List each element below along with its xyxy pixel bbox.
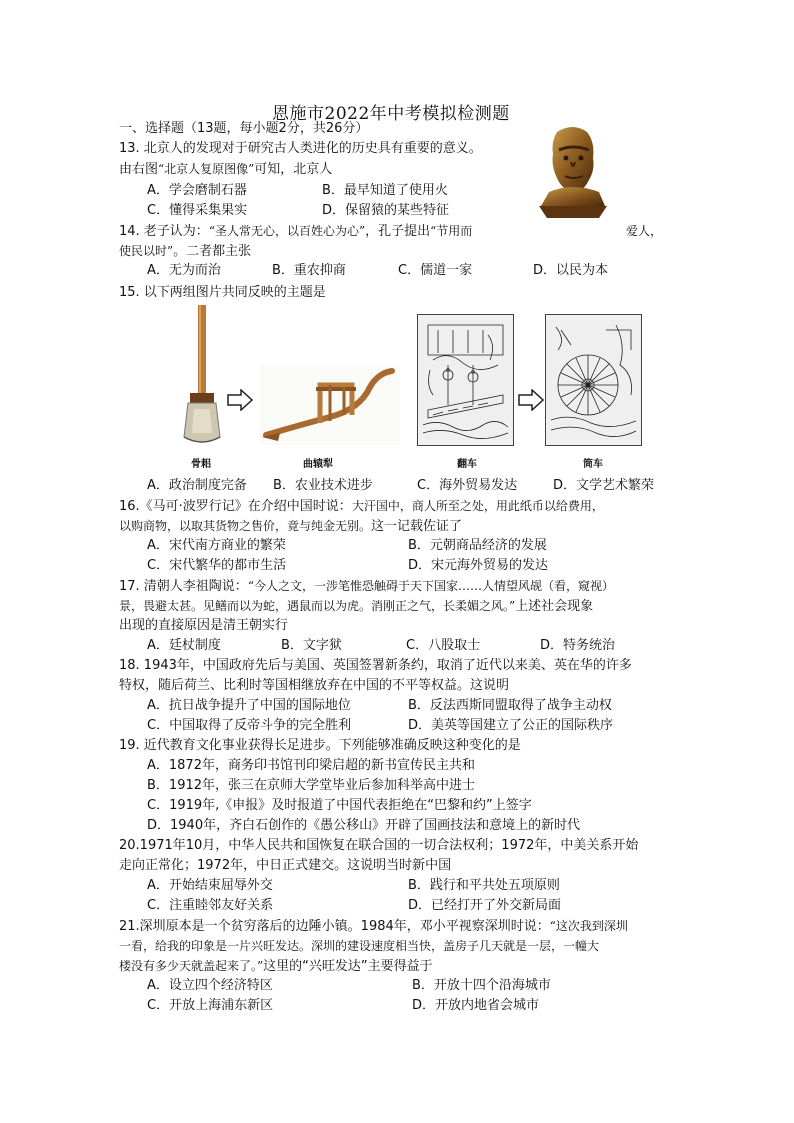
question-18-stem: 18. 1943年，中国政府先后与美国、英国签署新条约，取消了近代以来美、英在华的许多 bbox=[119, 658, 632, 673]
q13-option-d[interactable]: D．保留猿的某些特征 bbox=[322, 203, 450, 218]
section-heading: 一、选择题（13题，每小题2分，共26分） bbox=[119, 121, 369, 136]
question-21-stem: 21.深圳原本是一个贫穷落后的边陲小镇。1984年，邓小平视察深圳时说：“这次我到深圳 bbox=[119, 919, 628, 934]
q15-option-b[interactable]: B．农业技术进步 bbox=[273, 478, 373, 493]
q14-option-d[interactable]: D．以民为本 bbox=[533, 263, 609, 278]
bone-spade-icon bbox=[172, 305, 232, 447]
right-arrow-icon bbox=[518, 389, 544, 415]
question-21-stem-line2: 一看，给我的印象是一片兴旺发达。深圳的建设速度相当快，盖房子几天就是一层，一幢大 bbox=[119, 939, 600, 953]
q14-option-c[interactable]: C．儒道一家 bbox=[398, 263, 473, 278]
peking-man-bust-icon bbox=[535, 122, 611, 218]
q21-option-a[interactable]: A．设立四个经济特区 bbox=[147, 978, 273, 993]
q18-option-a[interactable]: A．抗日战争提升了中国的国际地位 bbox=[147, 698, 351, 713]
question-16-stem-line2: 以购商物，以取其货物之售价，竟与纯金无别。这一记载佐证了 bbox=[119, 519, 463, 534]
q13-option-c[interactable]: C．懂得采集果实 bbox=[147, 203, 248, 218]
question-20-stem-line2: 走向正常化；1972年，中日正式建交。这说明当时新中国 bbox=[119, 858, 452, 873]
question-17-stem: 17. 清朝人李祖陶说：“今人之文，一涉笔惟恐触碍于天下国家……人情望风觇（看，窥视） bbox=[119, 579, 614, 594]
q16-option-a[interactable]: A．宋代南方商业的繁荣 bbox=[147, 538, 286, 553]
q13-option-a[interactable]: A．学会磨制石器 bbox=[147, 183, 247, 198]
q20-option-d[interactable]: D．已经打开了外交新局面 bbox=[408, 898, 562, 913]
q17-option-c[interactable]: C．八股取士 bbox=[406, 638, 481, 653]
q18-option-c[interactable]: C．中国取得了反帝斗争的完全胜利 bbox=[147, 718, 352, 733]
q18-option-d[interactable]: D．美英等国建立了公正的国际秩序 bbox=[408, 718, 614, 733]
q17-option-d[interactable]: D．特务统治 bbox=[540, 638, 616, 653]
page-title: 恩施市2022年中考模拟检测题 bbox=[272, 104, 510, 124]
q21-option-b[interactable]: B．开放十四个沿海城市 bbox=[412, 978, 551, 993]
question-14-stem-line2: 使民以时”。二者都主张 bbox=[119, 244, 252, 259]
q20-option-c[interactable]: C．注重睦邻友好关系 bbox=[147, 898, 274, 913]
question-14-stem: 14. 老子认为：“圣人常无心，以百姓心为心”，孔子提出“节用而 bbox=[119, 224, 473, 239]
q19-option-a[interactable]: A．1872年，商务印书馆刊印梁启超的新书宣传民主共和 bbox=[147, 758, 475, 773]
q19-option-d[interactable]: D．1940年，齐白石创作的《愚公移山》开辟了国画技法和意境上的新时代 bbox=[147, 818, 581, 833]
question-17-stem-line3: 出现的直接原因是清王朝实行 bbox=[119, 618, 289, 633]
question-21-stem-line3: 楼没有多少天就盖起来了。”这里的“兴旺发达”主要得益于 bbox=[119, 959, 433, 974]
q16-option-d[interactable]: D．宋元海外贸易的发达 bbox=[408, 558, 549, 573]
q21-option-d[interactable]: D．开放内地省会城市 bbox=[412, 998, 540, 1013]
caption-bone-spade: 骨耜 bbox=[191, 459, 211, 470]
q20-option-a[interactable]: A．开始结束屈辱外交 bbox=[147, 878, 273, 893]
q16-option-b[interactable]: B．元朝商品经济的发展 bbox=[408, 538, 547, 553]
question-18-stem-line2: 特权，随后荷兰、比利时等国相继放弃在中国的不平等权益。这说明 bbox=[119, 678, 510, 693]
q16-option-c[interactable]: C．宋代繁华的都市生活 bbox=[147, 558, 287, 573]
q17-option-b[interactable]: B．文字狱 bbox=[281, 638, 342, 653]
q13-option-b[interactable]: B．最早知道了使用火 bbox=[322, 183, 448, 198]
q14-option-b[interactable]: B．重农抑商 bbox=[272, 263, 346, 278]
square-pallet-chain-pump-icon bbox=[417, 314, 514, 446]
q19-option-b[interactable]: B．1912年，张三在京师大学堂毕业后参加科举高中进士 bbox=[147, 778, 476, 793]
q19-option-c[interactable]: C．1919年,《申报》及时报道了中国代表拒绝在“巴黎和约”上签字 bbox=[147, 798, 532, 813]
water-wheel-icon bbox=[545, 314, 642, 446]
question-13-stem: 13. 北京人的发现对于研究古人类进化的历史具有重要的意义。 bbox=[119, 141, 482, 156]
question-14-stem-tail: 爱人， bbox=[626, 224, 663, 238]
curved-plow-icon bbox=[260, 365, 400, 445]
q17-option-a[interactable]: A．廷杖制度 bbox=[147, 638, 221, 653]
q15-option-a[interactable]: A．政治制度完备 bbox=[147, 478, 247, 493]
q18-option-b[interactable]: B．反法西斯同盟取得了战争主动权 bbox=[408, 698, 612, 713]
question-13-stem-line2: 由右图“北京人复原图像”可知，北京人 bbox=[119, 162, 333, 177]
question-16-stem: 16.《马可·波罗行记》在介绍中国时说：大汗国中，商人所至之处，用此纸币以给费用， bbox=[119, 499, 604, 514]
q15-option-d[interactable]: D．文学艺术繁荣 bbox=[553, 478, 655, 493]
question-17-stem-line2: 景，畏避太甚。见鳝而以为蛇，遇鼠而以为虎。消刚正之气，长柔媚之风。”上述社会现象 bbox=[119, 599, 594, 614]
q21-option-c[interactable]: C．开放上海浦东新区 bbox=[147, 998, 274, 1013]
right-arrow-icon bbox=[227, 389, 253, 415]
q15-option-c[interactable]: C．海外贸易发达 bbox=[417, 478, 518, 493]
q14-option-a[interactable]: A．无为而治 bbox=[147, 263, 221, 278]
question-19-stem: 19. 近代教育文化事业获得长足进步。下列能够准确反映这种变化的是 bbox=[119, 738, 521, 753]
q20-option-b[interactable]: B．践行和平共处五项原则 bbox=[408, 878, 560, 893]
caption-curved-plow: 曲辕犁 bbox=[303, 459, 333, 470]
question-15-stem: 15. 以下两组图片共同反映的主题是 bbox=[119, 285, 326, 300]
caption-fan-che: 翻车 bbox=[457, 459, 477, 470]
caption-tong-che: 筒车 bbox=[583, 459, 603, 470]
question-20-stem: 20.1971年10月，中华人民共和国恢复在联合国的一切合法权利；1972年，中美关系开始 bbox=[119, 838, 639, 853]
